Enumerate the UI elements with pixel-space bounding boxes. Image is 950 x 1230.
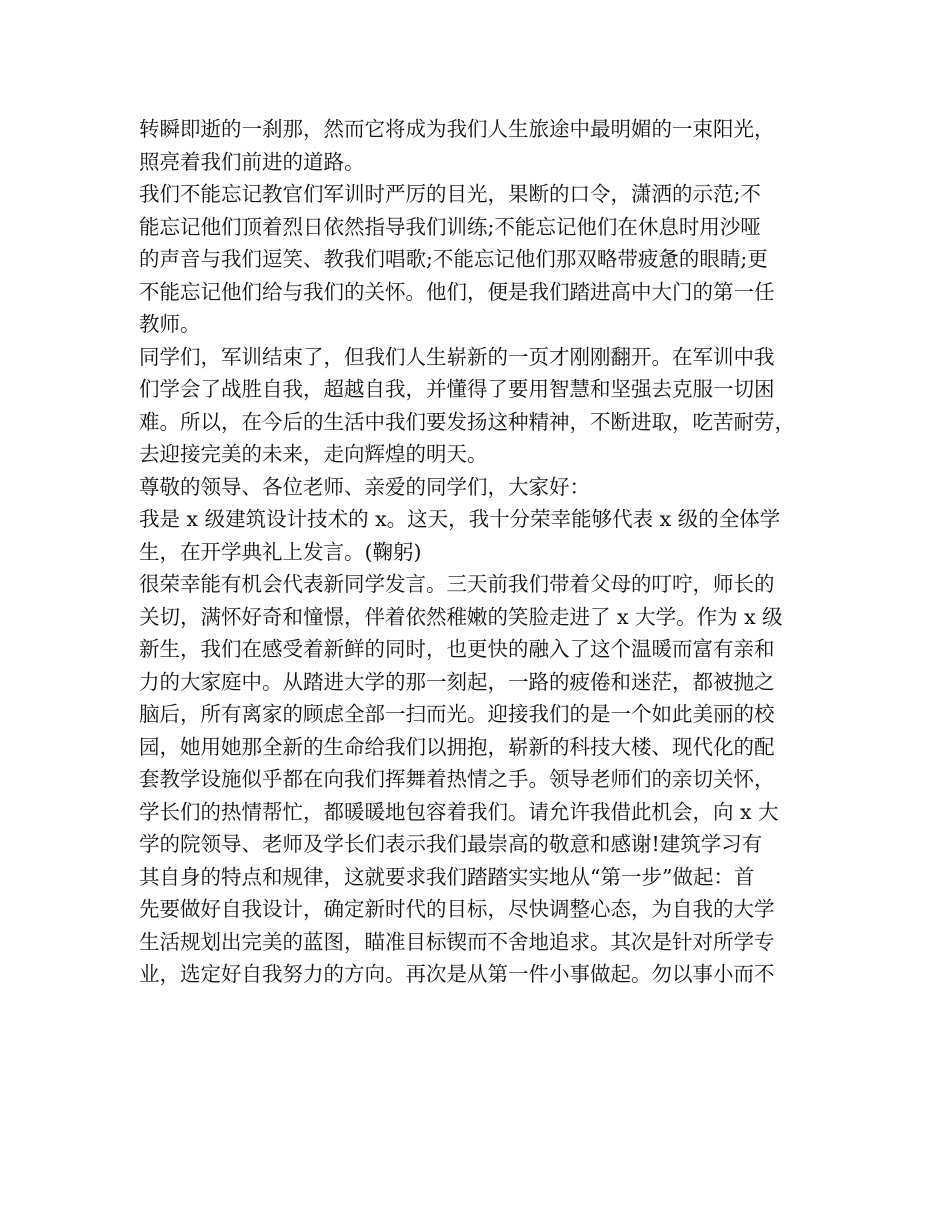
text-line: 关切，满怀好奇和憧憬，伴着依然稚嫩的笑脸走进了 x 大学。作为 x 级 (139, 604, 783, 629)
text-line: 不能忘记他们给与我们的关怀。他们，便是我们踏进高中大门的第一任 (139, 279, 775, 304)
text-line: 尊敬的领导、各位老师、亲爱的同学们，大家好： (139, 474, 590, 499)
text-line: 新生，我们在感受着新鲜的同时，也更快的融入了这个温暖而富有亲和 (139, 637, 775, 661)
text-line: 其自身的特点和规律，这就要求我们踏踏实实地从“第一步”做起：首 (139, 864, 755, 889)
text-line: 我们不能忘记教官们军训时严厉的目光，果断的口令，潇洒的示范;不 (139, 182, 761, 206)
text-line: 照亮着我们前进的道路。 (139, 149, 365, 174)
text-line: 去迎接完美的未来，走向辉煌的明天。 (139, 442, 488, 466)
text-line: 们学会了战胜自我，超越自我，并懂得了要用智慧和坚强去克服一切困 (139, 377, 775, 401)
text-line: 套教学设施似乎都在向我们挥舞着热情之手。领导老师们的亲切关怀， (139, 767, 775, 791)
text-line: 生，在开学典礼上发言。(鞠躬) (139, 539, 422, 564)
text-line: 力的大家庭中。从踏进大学的那一刻起，一路的疲倦和迷茫，都被抛之 (139, 669, 775, 694)
text-line: 业，选定好自我努力的方向。再次是从第一件小事做起。勿以事小而不 (139, 962, 775, 986)
text-line: 的声音与我们逗笑、教我们唱歌;不能忘记他们那双略带疲惫的眼睛;更 (139, 247, 768, 271)
text-line: 生活规划出完美的蓝图，瞄准目标锲而不舍地追求。其次是针对所学专 (139, 929, 775, 954)
text-line: 园，她用她那全新的生命给我们以拥抱，崭新的科技大楼、现代化的配 (139, 734, 775, 759)
text-line: 难。所以，在今后的生活中我们要发扬这种精神，不断进取，吃苦耐劳， (139, 409, 795, 434)
text-line: 很荣幸能有机会代表新同学发言。三天前我们带着父母的叮咛，师长的 (139, 572, 775, 596)
text-line: 学的院领导、老师及学长们表示我们最崇高的敬意和感谢!建筑学习有 (139, 832, 763, 856)
text-line: 同学们，军训结束了，但我们人生崭新的一页才刚刚翻开。在军训中我 (139, 344, 775, 369)
text-line: 先要做好自我设计，确定新时代的目标，尽快调整心态，为自我的大学 (139, 897, 775, 921)
document-body (139, 113, 819, 991)
text-line: 脑后，所有离家的顾虑全部一扫而光。迎接我们的是一个如此美丽的校 (139, 702, 775, 726)
text-line: 学长们的热情帮忙，都暖暖地包容着我们。请允许我借此机会，向 x 大 (139, 799, 779, 824)
text-line: 能忘记他们顶着烈日依然指导我们训练;不能忘记他们在休息时用沙哑 (139, 214, 761, 239)
text-line: 我是 x 级建筑设计技术的 x。这天，我十分荣幸能够代表 x 级的全体学 (139, 507, 781, 531)
text-line: 教师。 (139, 312, 201, 336)
text-line: 转瞬即逝的一刹那，然而它将成为我们人生旅途中最明媚的一束阳光， (139, 117, 775, 141)
